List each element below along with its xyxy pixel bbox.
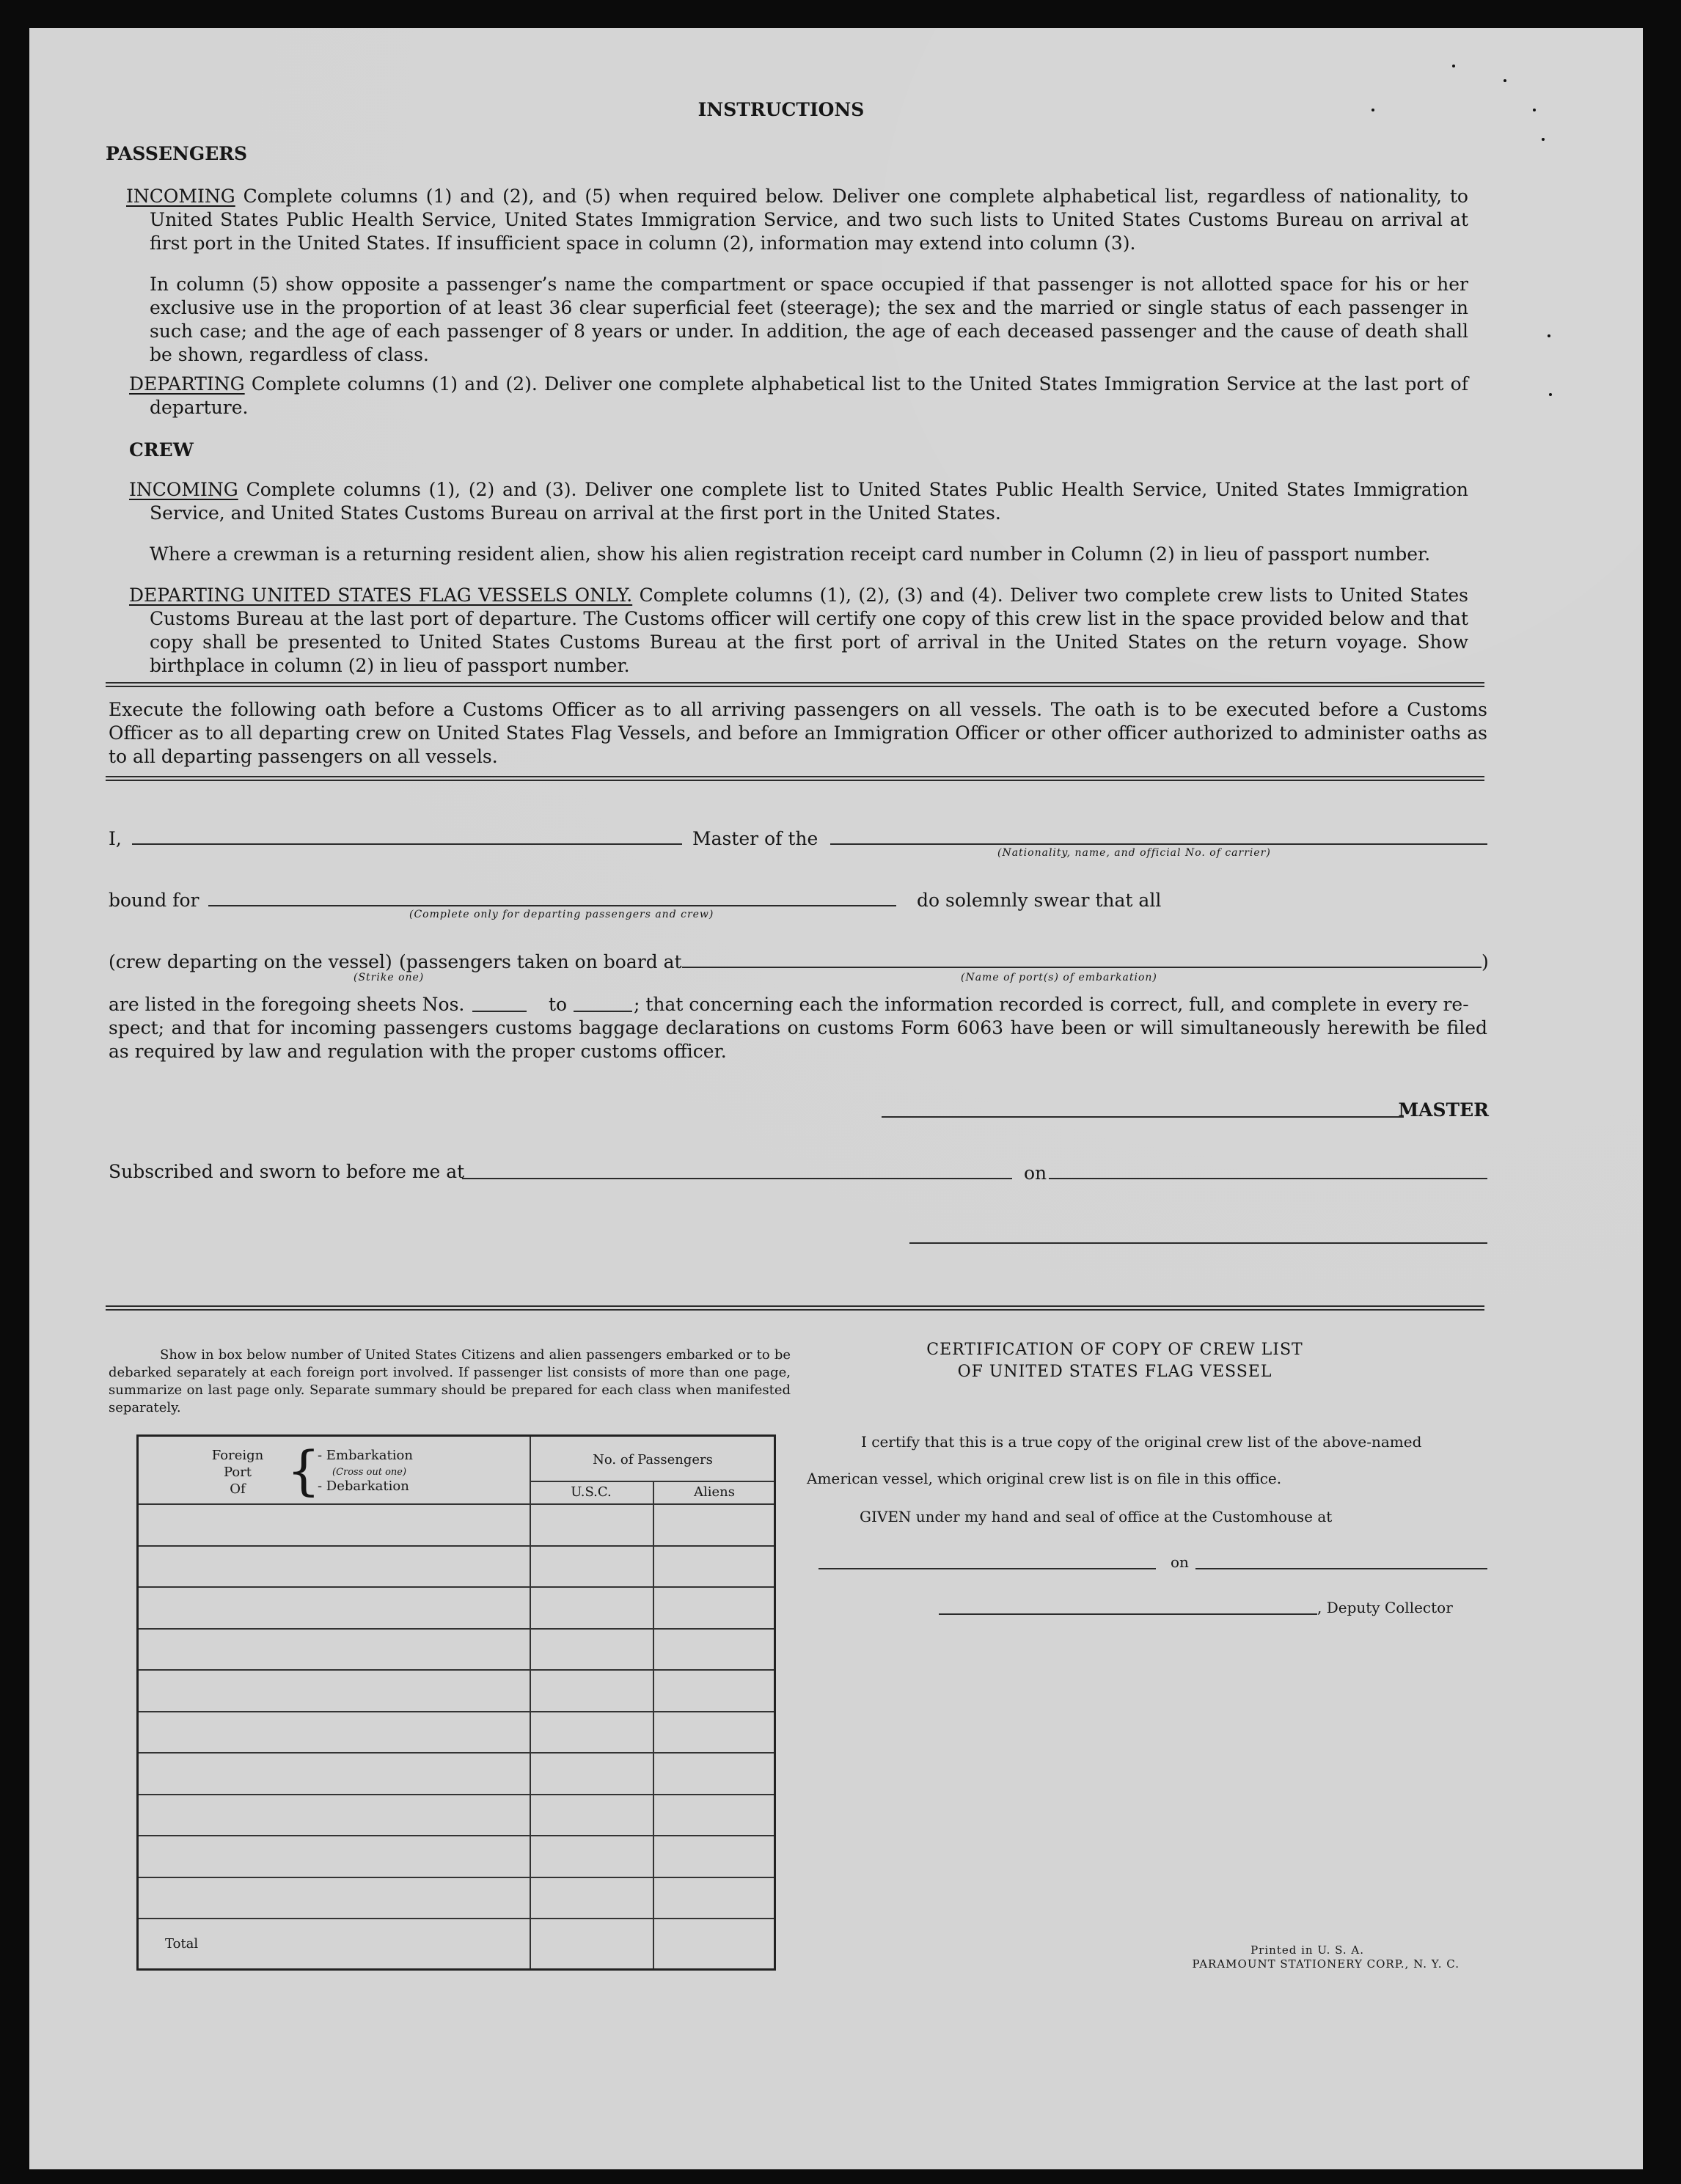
master-of-the-label: Master of the [692, 828, 818, 849]
subscribed-label: Subscribed and sworn to before me at [109, 1161, 465, 1182]
scan-speck [1504, 79, 1506, 82]
scan-speck [1533, 109, 1536, 111]
carrier-caption: (Nationality, name, and official No. of carrier) [997, 847, 1271, 859]
certification-title-line1: CERTIFICATION OF COPY OF CREW LIST [926, 1341, 1303, 1359]
printer-line2: PARAMOUNT STATIONERY CORP., N. Y. C. [1192, 1957, 1460, 1971]
passengers-heading: PASSENGERS [106, 143, 248, 164]
embarkation-port-field[interactable] [682, 967, 1482, 968]
subscribed-on-label: on [1024, 1162, 1047, 1184]
crew-incoming-label: INCOMING [129, 479, 238, 500]
customhouse-field[interactable] [818, 1568, 1156, 1569]
debarkation-option[interactable]: - Debarkation [318, 1478, 409, 1494]
sheets-listed-continuation: ; that concerning each the information recorded is correct, full, and complete in every re- [634, 994, 1469, 1015]
printer-line1: Printed in U. S. A. [1250, 1943, 1364, 1957]
sheet-to-field[interactable] [574, 1011, 632, 1012]
summary-instructions: Show in box below number of United States Citizens and alien passengers embarked or to be debarked separately at each foreign port involved. If passenger list consists of more than one page, summarize on last page only. Separate summary should be prepared for each class when manifested separately. [109, 1347, 791, 1415]
no-of-passengers-header: No. of Passengers [593, 1452, 713, 1467]
table-row-rule [139, 1918, 774, 1919]
bound-for-label: bound for [109, 890, 199, 911]
aliens-header: Aliens [694, 1484, 735, 1500]
certification-text-line1: I certify that this is a true copy of the original crew list of the above-named [861, 1433, 1422, 1451]
oath-declaration-text: spect; and that for incoming passengers customs baggage declarations on customs Form 6063 have been or will simultaneously herewith be filed as required by law and regulation with the proper customs officer. [109, 1017, 1487, 1062]
oath-i-label: I, [109, 828, 122, 849]
crew-departing-text: Complete columns (1), (2), (3) and (4). Deliver two complete crew lists to United States Customs Bureau at the last port of departure. The Customs officer will certify one copy of this crew list in the space provided below and that copy shall be presented to United States Customs Bureau at the first port of arrival in the United States on the return voyage. Show birthplace in column (2) in lieu of passport number. [150, 585, 1468, 676]
carrier-field[interactable] [830, 843, 1487, 845]
of-label: Of [230, 1481, 246, 1497]
passengers-departing-label: DEPARTING [129, 373, 245, 395]
scan-speck [1452, 65, 1455, 67]
table-row-rule [139, 1794, 774, 1795]
scan-speck [1542, 138, 1545, 141]
sheet-from-field[interactable] [472, 1011, 527, 1012]
deputy-collector-label: , Deputy Collector [1317, 1599, 1453, 1616]
table-row-rule [139, 1586, 774, 1588]
divider [106, 1305, 1484, 1311]
certification-title-line2: OF UNITED STATES FLAG VESSEL [957, 1363, 1272, 1381]
table-row-rule [139, 1669, 774, 1671]
subscribed-place-field[interactable] [462, 1178, 1012, 1179]
certification-given-text: GIVEN under my hand and seal of office at the Customhouse at [860, 1508, 1333, 1525]
passengers-incoming-label: INCOMING [126, 186, 235, 207]
header-divider [530, 1481, 774, 1482]
passengers-taken-option[interactable]: (passengers taken on board at [399, 951, 682, 972]
cross-out-caption: (Cross out one) [332, 1467, 407, 1478]
scan-speck [1371, 109, 1374, 111]
officer-signature-line[interactable] [909, 1242, 1487, 1244]
certification-title [829, 1339, 1401, 1383]
form-sheet [29, 28, 1643, 2169]
master-signature-label: MASTER [1398, 1099, 1489, 1121]
sheets-listed-label: are listed in the foregoing sheets Nos. [109, 994, 465, 1015]
master-signature-line[interactable] [882, 1116, 1404, 1118]
deputy-signature-line[interactable] [939, 1613, 1317, 1615]
passengers-incoming-note: In column (5) show opposite a passenger’s name the compartment or space occupied if that passenger is not allotted space for his or her exclusive use in the proportion of at least 36 clear superficial feet (steerage); the sex and the married or single status of each passenger in such case; and the age of each passenger of 8 years or under. In addition, the age of each deceased passenger and the cause of death shall be shown, regardless of class. [150, 274, 1468, 365]
foreign-port-of-label [205, 1447, 271, 1498]
table-row-rule [139, 1545, 774, 1547]
crew-departing-instructions [129, 584, 1468, 678]
solemnly-swear-text: do solemnly swear that all [917, 890, 1162, 911]
table-row-rule [139, 1835, 774, 1836]
usc-header: U.S.C. [571, 1484, 612, 1500]
certification-date-field[interactable] [1195, 1568, 1487, 1569]
close-paren: ) [1482, 951, 1489, 972]
port-label: Port [223, 1465, 252, 1480]
header-bottom-rule [139, 1503, 774, 1505]
bound-for-caption: (Complete only for departing passengers and crew) [409, 909, 714, 920]
crew-incoming-instructions [129, 478, 1468, 525]
total-row-label: Total [165, 1936, 199, 1952]
table-row-rule [139, 1877, 774, 1878]
passengers-incoming-text: Complete columns (1) and (2), and (5) when required below. Deliver one complete alphabetical list, regardless of nationality, to United States Public Health Service, United States Immigration Service, and two such lists to United States Customs Bureau on arrival at first port in the United States. If insufficient space in column (2), information may extend into column (3). [150, 186, 1468, 254]
embarkation-option[interactable]: - Embarkation [318, 1448, 413, 1463]
crew-incoming-note: Where a crewman is a returning resident alien, show his alien registration receipt card number in Column (2) in lieu of passport number. [150, 543, 1431, 565]
divider [106, 682, 1484, 687]
crew-heading: CREW [129, 439, 194, 461]
brace-glyph: { [287, 1440, 321, 1501]
embarkation-port-caption: (Name of port(s) of embarkation) [961, 972, 1157, 983]
passengers-departing-text: Complete columns (1) and (2). Deliver one complete alphabetical list to the United States Immigration Service at the last port of departure. [150, 373, 1468, 418]
column-divider [530, 1437, 531, 1968]
crew-incoming-text: Complete columns (1), (2) and (3). Deliver one complete list to United States Public Health Service, United States Immigration Service, and United States Customs Bureau on arrival at the first port in the United States. [150, 479, 1468, 524]
crew-departing-label: DEPARTING UNITED STATES FLAG VESSELS ONLY. [129, 585, 633, 606]
passengers-departing-instructions [129, 373, 1468, 419]
table-row-rule [139, 1711, 774, 1712]
table-row-rule [139, 1628, 774, 1630]
divider [106, 776, 1484, 781]
page-title: INSTRUCTIONS [697, 99, 865, 120]
oath-intro: Execute the following oath before a Customs Officer as to all arriving passengers on all vessels. The oath is to be executed before a Customs Officer as to all departing crew on United States Flag Vessels, and before an Immigration Officer or other officer authorized to administer oaths as to all departing passengers on all vessels. [109, 699, 1487, 767]
passenger-summary-table [136, 1434, 776, 1971]
strike-one-caption: (Strike one) [354, 972, 425, 983]
column-divider [653, 1481, 654, 1968]
certification-on-label: on [1171, 1553, 1189, 1571]
subscribed-date-field[interactable] [1049, 1178, 1487, 1179]
bound-for-field[interactable] [208, 905, 896, 906]
scan-speck [1549, 393, 1552, 396]
sheets-to-label: to [549, 994, 568, 1015]
master-name-field[interactable] [132, 843, 682, 845]
certification-text-line2: American vessel, which original crew list is on file in this office. [807, 1470, 1282, 1487]
scan-speck [1548, 334, 1550, 337]
printer-imprint [1129, 1943, 1460, 1971]
crew-departing-option[interactable]: (crew departing on the vessel) [109, 951, 392, 972]
foreign-label: Foreign [211, 1448, 264, 1463]
table-row-rule [139, 1752, 774, 1754]
passengers-incoming-instructions [126, 185, 1468, 255]
